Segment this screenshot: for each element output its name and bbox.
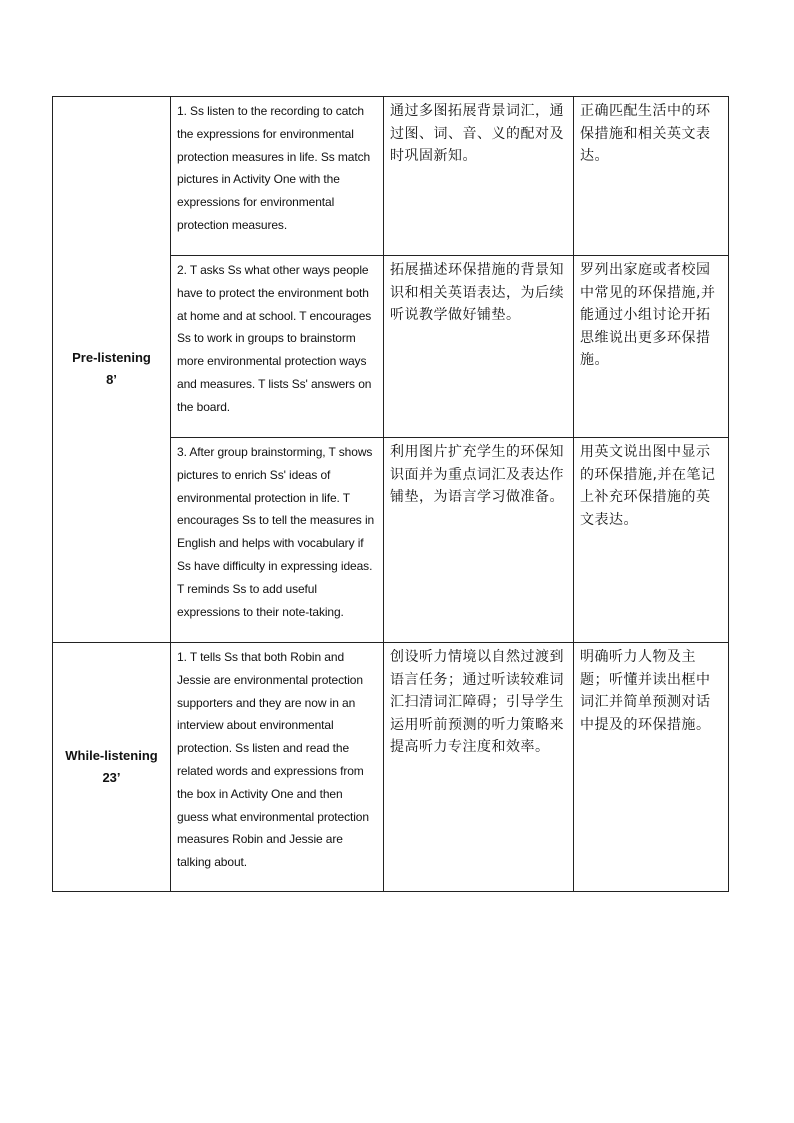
stage-time: 8’ — [106, 372, 117, 387]
intent-cell: 通过多图拓展背景词汇，通过图、词、音、义的配对及时巩固新知。 — [384, 97, 574, 256]
effect-cell: 罗列出家庭或者校园中常见的环保措施,并能通过小组讨论开拓思维说出更多环保措施。 — [574, 256, 729, 438]
activity-cell: 3. After group brainstorming, T shows pictures to enrich Ss' ideas of environmental protection in life. T encourages Ss to tell the measures in English and helps with vocabulary if Ss have difficulty in expressing ideas. T reminds Ss to add useful expressions to their note-taking. — [171, 438, 384, 643]
stage-name: Pre-listening — [72, 350, 151, 365]
stage-cell-pre-listening — [53, 97, 171, 643]
table-row — [53, 97, 729, 256]
stage-time: 23’ — [102, 769, 121, 785]
intent-cell: 利用图片扩充学生的环保知识面并为重点词汇及表达作铺垫，为语言学习做准备。 — [384, 438, 574, 643]
activity-cell: 2. T asks Ss what other ways people have to protect the environment both at home and at school. T encourages Ss to work in groups to brainstorm more environmental protection ways and measures. T lists Ss' answers on the board. — [171, 256, 384, 438]
stage-cell-while-listening — [53, 643, 171, 892]
effect-cell: 明确听力人物及主题；听懂并读出框中词汇并简单预测对话中提及的环保措施。 — [574, 643, 729, 892]
intent-cell: 创设听力情境以自然过渡到语言任务；通过听读较难词汇扫清词汇障碍；引导学生运用听前预测的听力策略来提高听力专注度和效率。 — [384, 643, 574, 892]
effect-cell: 正确匹配生活中的环保措施和相关英文表达。 — [574, 97, 729, 256]
effect-cell: 用英文说出图中显示的环保措施,并在笔记上补充环保措施的英文表达。 — [574, 438, 729, 643]
activity-cell: 1. Ss listen to the recording to catch the expressions for environmental protection measures in life. Ss match pictures in Activity One with the expressions for environmental protection measures. — [171, 97, 384, 256]
lesson-plan-table — [52, 96, 729, 892]
intent-cell: 拓展描述环保措施的背景知识和相关英语表达，为后续听说教学做好铺垫。 — [384, 256, 574, 438]
activity-cell: 1. T tells Ss that both Robin and Jessie are environmental protection supporters and they are now in an interview about environmental protection. Ss listen and read the related words and expressions from the box in Activity One and then guess what environmental protection measures Robin and Jessie are talking about. — [171, 643, 384, 892]
stage-name: While-listening — [65, 747, 158, 763]
table-row — [53, 643, 729, 892]
